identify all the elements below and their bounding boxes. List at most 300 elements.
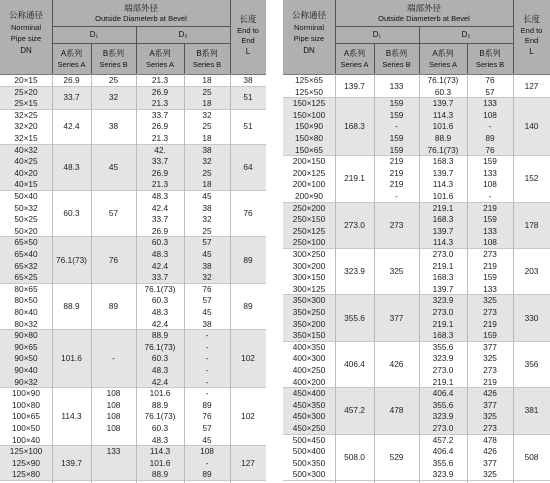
table-row bbox=[283, 97, 550, 109]
d2-series-b-cell: 45 bbox=[202, 249, 212, 259]
d2-series-a-cell: 219.1 bbox=[432, 318, 454, 329]
d2-series-a-cell: 33.7 bbox=[151, 272, 169, 283]
dn-cell: 450×300 bbox=[292, 411, 326, 422]
header-rule bbox=[335, 43, 513, 44]
header-rule bbox=[374, 44, 375, 74]
d2-series-b-cell: 32 bbox=[202, 214, 212, 225]
d1-series-a-cell: 323.9 bbox=[344, 266, 365, 277]
d1-series-b-cell: 219 bbox=[389, 156, 404, 167]
dn-cell: 400×350 bbox=[292, 341, 326, 352]
d2-series-a-cell: 273.0 bbox=[432, 365, 454, 375]
length-header-code: L bbox=[529, 47, 534, 56]
d2-series-a-cell: 101.6 bbox=[149, 388, 171, 399]
dn-cell: 90×32 bbox=[14, 376, 38, 387]
header-rule bbox=[335, 0, 336, 74]
d2-series-b-cell: 273 bbox=[483, 249, 497, 259]
d1-series-b-cell: 426 bbox=[389, 359, 404, 369]
d2-series-b-cell: 108 bbox=[200, 446, 214, 457]
column-rule bbox=[136, 74, 137, 483]
dn-header-code: DN bbox=[303, 46, 315, 55]
d2-series-a-cell: 168.3 bbox=[432, 330, 454, 341]
d2-series-b-cell: 38 bbox=[202, 318, 212, 329]
d2-series-a-cell: 60.3 bbox=[151, 295, 169, 306]
length-header-cn: 长度 bbox=[522, 14, 540, 24]
d2-series-a-cell: 219.1 bbox=[432, 202, 454, 213]
dn-cell: 125×90 bbox=[12, 457, 40, 468]
group-rule bbox=[283, 341, 550, 342]
dn-cell: 125×100 bbox=[9, 446, 43, 457]
header-rule bbox=[184, 44, 185, 74]
d1-series-b-cell: - bbox=[112, 353, 115, 364]
length-cell: 76 bbox=[243, 208, 253, 219]
d1-series-b-cell: 219 bbox=[389, 179, 404, 190]
table-row bbox=[283, 144, 550, 156]
table-row bbox=[0, 468, 266, 480]
table-row bbox=[0, 132, 266, 144]
d2-series-b-cell: 25 bbox=[202, 167, 212, 178]
d2-series-b-cell: 325 bbox=[483, 295, 497, 306]
header-rule bbox=[513, 0, 514, 74]
series-a-header-en: Series A bbox=[57, 60, 86, 69]
table-row bbox=[283, 120, 550, 132]
dn-header-en: Norminal bbox=[10, 23, 41, 32]
length-cell: 89 bbox=[243, 254, 253, 265]
dn-header-en: Pipe size bbox=[293, 34, 325, 43]
d2-series-b-cell: 45 bbox=[202, 191, 212, 201]
d2-series-b-cell: 133 bbox=[483, 167, 497, 178]
dn-cell: 150×65 bbox=[295, 144, 323, 155]
table-row bbox=[283, 109, 550, 121]
series-a-header-en: Series A bbox=[146, 60, 174, 69]
d2-series-b-cell: 219 bbox=[483, 202, 497, 213]
d2-series-a-cell: 60.3 bbox=[434, 86, 452, 97]
d2-series-b-cell: - bbox=[488, 121, 492, 132]
dn-cell: 100×40 bbox=[12, 434, 40, 445]
d2-series-b-cell: 38 bbox=[202, 260, 212, 271]
d1-series-a-cell: 139.7 bbox=[344, 80, 365, 91]
table-row bbox=[0, 283, 266, 295]
d2-series-a-cell: 114.3 bbox=[432, 237, 454, 248]
d2-series-a-cell: 168.3 bbox=[432, 156, 454, 167]
d2-series-a-cell: 48.3 bbox=[151, 191, 169, 201]
d2-series-a-cell: 355.6 bbox=[432, 399, 454, 410]
d2-series-a-cell: 88.9 bbox=[434, 133, 452, 143]
d2-series-b-cell: 219 bbox=[483, 318, 497, 329]
d2-series-b-cell: 133 bbox=[483, 98, 497, 109]
d2-series-a-cell: 33.7 bbox=[151, 214, 169, 225]
dn-cell: 450×250 bbox=[292, 423, 326, 433]
d2-series-b-cell: 32 bbox=[202, 109, 212, 120]
d2-series-b-cell: 108 bbox=[483, 109, 497, 120]
d2-series-b-cell: 159 bbox=[483, 272, 497, 283]
table-row bbox=[0, 387, 266, 399]
length-cell: 89 bbox=[243, 301, 253, 311]
d1-series-b-cell: 478 bbox=[389, 405, 404, 416]
table-row bbox=[0, 376, 266, 388]
d2-series-b-cell: 76 bbox=[485, 144, 495, 155]
table-row bbox=[283, 376, 550, 388]
length-header-en: End to bbox=[237, 26, 259, 35]
column-rule bbox=[335, 74, 336, 483]
length-cell: 508 bbox=[524, 451, 539, 462]
dn-header-en: Pipe size bbox=[10, 34, 42, 43]
table-row bbox=[0, 225, 266, 237]
table-row bbox=[283, 202, 550, 214]
d2-series-a-cell: 76.1(73) bbox=[427, 75, 459, 85]
d2-series-a-cell: 26.9 bbox=[151, 121, 169, 132]
series-b-header-en: Series B bbox=[475, 60, 505, 69]
length-cell: 51 bbox=[243, 121, 253, 132]
d2-series-a-cell: 168.3 bbox=[432, 272, 454, 283]
table-row bbox=[0, 271, 266, 283]
d2-series-b-cell: 219 bbox=[483, 260, 497, 271]
dn-cell: 200×150 bbox=[292, 156, 326, 167]
series-b-header-en: Series B bbox=[192, 60, 222, 69]
group-rule bbox=[283, 248, 550, 249]
d1-header: D₁ bbox=[89, 30, 99, 39]
column-rule bbox=[52, 74, 53, 483]
d2-series-a-cell: 101.6 bbox=[149, 457, 171, 468]
d1-series-a-cell: 355.6 bbox=[344, 312, 365, 323]
d2-series-b-cell: - bbox=[205, 365, 209, 375]
dn-cell: 90×80 bbox=[14, 330, 38, 341]
d2-series-a-cell: 33.7 bbox=[151, 156, 169, 167]
dn-cell: 80×40 bbox=[14, 307, 38, 317]
d2-series-a-cell: 323.9 bbox=[432, 353, 454, 364]
header-rule bbox=[419, 27, 420, 74]
d1-series-b-cell: - bbox=[395, 191, 398, 201]
dn-cell: 100×50 bbox=[12, 423, 40, 433]
d1-series-a-cell: 114.3 bbox=[61, 411, 82, 422]
series-a-header-en: Series A bbox=[429, 60, 457, 69]
dn-cell: 450×400 bbox=[292, 388, 326, 399]
table-body bbox=[283, 74, 550, 483]
d2-series-b-cell: 478 bbox=[483, 434, 497, 445]
d2-series-a-cell: 101.6 bbox=[432, 191, 454, 201]
d1-series-a-cell: 168.3 bbox=[344, 121, 365, 132]
group-rule bbox=[0, 109, 266, 110]
series-a-header-cn: A系列 bbox=[149, 49, 171, 58]
column-rule bbox=[184, 74, 185, 483]
d2-series-a-cell: 323.9 bbox=[432, 411, 454, 422]
d1-series-a-cell: 76.1(73) bbox=[56, 254, 87, 265]
d2-series-a-cell: 219.1 bbox=[432, 260, 454, 271]
length-cell: 102 bbox=[241, 353, 255, 364]
length-cell: 330 bbox=[524, 312, 539, 323]
dn-cell: 150×125 bbox=[292, 98, 326, 109]
table-row bbox=[0, 236, 266, 248]
series-a-header-cn: A系列 bbox=[60, 49, 83, 58]
group-rule bbox=[283, 480, 550, 481]
d2-series-a-cell: 139.7 bbox=[432, 225, 454, 236]
dn-cell: 250×125 bbox=[292, 225, 326, 236]
dn-cell: 50×40 bbox=[14, 191, 38, 201]
d2-series-b-cell: 18 bbox=[202, 133, 212, 143]
d1-series-b-cell: - bbox=[395, 121, 398, 132]
dn-cell: 100×65 bbox=[12, 411, 40, 422]
d1-series-b-cell: 76 bbox=[108, 254, 119, 265]
length-cell: 51 bbox=[243, 92, 253, 103]
d2-series-a-cell: 60.3 bbox=[151, 353, 169, 364]
d2-series-b-cell: - bbox=[205, 457, 209, 468]
od-header-en: Outside Diameterb at Bevel bbox=[95, 14, 187, 23]
table-body bbox=[0, 74, 266, 483]
series-b-header-cn: B系列 bbox=[196, 49, 218, 58]
dn-cell: 300×125 bbox=[292, 283, 326, 294]
d1-series-a-cell: 101.6 bbox=[61, 353, 82, 364]
dn-cell: 500×450 bbox=[292, 434, 326, 445]
d2-series-b-cell: 219 bbox=[483, 376, 497, 387]
column-rule bbox=[513, 74, 514, 483]
d2-series-a-cell: 26.9 bbox=[151, 225, 169, 236]
d2-series-a-cell: 355.6 bbox=[432, 341, 454, 352]
d2-series-b-cell: 108 bbox=[483, 179, 497, 190]
d2-series-b-cell: 38 bbox=[202, 202, 212, 213]
d2-series-b-cell: - bbox=[488, 191, 492, 201]
group-rule bbox=[0, 236, 266, 237]
length-cell: 102 bbox=[241, 411, 255, 422]
table-row bbox=[0, 457, 266, 469]
column-rule bbox=[467, 74, 468, 483]
header-rule bbox=[52, 26, 230, 27]
group-rule bbox=[283, 202, 550, 203]
length-cell: 38 bbox=[243, 74, 253, 85]
length-cell: 140 bbox=[524, 121, 539, 132]
dn-cell: 400×250 bbox=[292, 365, 326, 375]
table-row bbox=[283, 341, 550, 353]
length-cell: 152 bbox=[524, 173, 539, 184]
table-row bbox=[283, 248, 550, 260]
d2-series-a-cell: 42.4 bbox=[151, 376, 169, 387]
table-row bbox=[283, 178, 550, 190]
d2-series-b-cell: 133 bbox=[483, 225, 497, 236]
length-header-cn: 长度 bbox=[239, 14, 257, 24]
d2-series-a-cell: 406.4 bbox=[432, 446, 454, 457]
d2-series-b-cell: 57 bbox=[202, 295, 212, 306]
d2-series-b-cell: 325 bbox=[483, 411, 497, 422]
table-row bbox=[283, 329, 550, 341]
d2-series-b-cell: 57 bbox=[202, 423, 212, 433]
dn-cell: 65×40 bbox=[14, 249, 38, 259]
d2-series-a-cell: 168.3 bbox=[432, 214, 454, 225]
d2-series-b-cell: 25 bbox=[202, 225, 212, 236]
table-row bbox=[283, 167, 550, 179]
dn-cell: 125×80 bbox=[12, 469, 40, 480]
d2-series-b-cell: 377 bbox=[483, 457, 497, 468]
dn-cell: 80×50 bbox=[14, 295, 38, 306]
d1-series-b-cell: 32 bbox=[108, 92, 119, 103]
group-rule bbox=[0, 144, 266, 145]
table-row bbox=[0, 329, 266, 341]
dn-header-code: DN bbox=[20, 46, 32, 55]
dn-cell: 300×150 bbox=[292, 272, 326, 283]
d2-series-a-cell: 76.1(73) bbox=[144, 283, 176, 294]
table-header bbox=[283, 0, 550, 75]
dn-cell: 400×300 bbox=[292, 353, 326, 364]
d2-series-a-cell: 21.3 bbox=[151, 133, 169, 143]
d1-series-b-cell: 25 bbox=[108, 74, 119, 85]
d1-series-b-cell: 57 bbox=[108, 208, 119, 219]
dn-cell: 32×15 bbox=[14, 133, 38, 143]
d1-series-b-cell: 273 bbox=[389, 219, 404, 230]
group-rule bbox=[0, 329, 266, 330]
header-rule bbox=[52, 43, 230, 44]
d2-series-b-cell: 25 bbox=[202, 86, 212, 97]
table-row bbox=[283, 422, 550, 434]
d2-series-b-cell: 89 bbox=[202, 469, 212, 480]
d1-series-a-cell: 88.9 bbox=[63, 301, 80, 311]
d2-series-b-cell: 133 bbox=[483, 283, 497, 294]
d2-series-a-cell: 26.9 bbox=[151, 167, 169, 178]
dn-cell: 40×20 bbox=[14, 167, 38, 178]
dn-cell: 300×200 bbox=[292, 260, 326, 271]
dn-cell: 200×125 bbox=[292, 167, 326, 178]
d2-series-a-cell: 139.7 bbox=[432, 98, 454, 109]
d2-series-b-cell: 325 bbox=[483, 469, 497, 480]
d2-series-a-cell: 139.7 bbox=[432, 283, 454, 294]
dn-cell: 300×250 bbox=[292, 249, 326, 259]
length-cell: 127 bbox=[524, 80, 539, 91]
length-header-en: End bbox=[241, 36, 255, 45]
d1-series-b-cell: 108 bbox=[106, 388, 121, 399]
od-header-cn: 端部外径 bbox=[406, 3, 441, 13]
table-row bbox=[0, 178, 266, 190]
d1-series-a-cell: 508.0 bbox=[344, 451, 365, 462]
d1-series-b-cell: 45 bbox=[108, 161, 119, 172]
table-row bbox=[0, 109, 266, 121]
d2-series-b-cell: 18 bbox=[202, 179, 212, 190]
right-table bbox=[283, 0, 550, 483]
d2-series-a-cell: 88.9 bbox=[151, 469, 169, 480]
table-header bbox=[0, 0, 266, 75]
d2-series-b-cell: 76 bbox=[202, 411, 212, 422]
dn-cell: 90×40 bbox=[14, 365, 38, 375]
dn-cell: 40×15 bbox=[14, 179, 38, 190]
table-row bbox=[283, 236, 550, 248]
d2-series-a-cell: 76.1(73) bbox=[427, 144, 459, 155]
d2-series-b-cell: 18 bbox=[202, 98, 212, 109]
d1-series-a-cell: 406.4 bbox=[344, 359, 365, 369]
group-rule bbox=[0, 86, 266, 87]
dn-cell: 90×65 bbox=[14, 341, 38, 352]
length-cell: 178 bbox=[524, 219, 539, 230]
dn-cell: 40×32 bbox=[14, 144, 38, 155]
d1-series-b-cell: 325 bbox=[389, 266, 404, 277]
d2-series-a-cell: 114.3 bbox=[432, 179, 454, 190]
column-rule bbox=[419, 74, 420, 483]
d2-series-a-cell: 48.3 bbox=[151, 434, 169, 445]
dn-cell: 150×90 bbox=[295, 121, 323, 132]
d2-series-b-cell: 57 bbox=[202, 237, 212, 248]
d1-header: D₁ bbox=[372, 30, 382, 39]
d2-series-b-cell: 57 bbox=[485, 86, 495, 97]
series-b-header-cn: B系列 bbox=[385, 49, 408, 58]
d1-series-b-cell: 133 bbox=[106, 446, 121, 457]
dn-cell: 450×350 bbox=[292, 399, 326, 410]
dn-cell: 40×25 bbox=[14, 156, 38, 167]
d2-series-a-cell: 76.1(73) bbox=[144, 411, 176, 422]
d2-series-b-cell: 159 bbox=[483, 330, 497, 341]
series-a-header-cn: A系列 bbox=[432, 49, 454, 58]
dn-cell: 25×15 bbox=[14, 98, 38, 109]
dn-cell: 80×32 bbox=[14, 318, 38, 329]
d2-series-a-cell: 60.3 bbox=[151, 237, 169, 248]
od-header-cn: 端部外径 bbox=[123, 3, 158, 13]
dn-cell: 50×20 bbox=[14, 225, 38, 236]
d2-series-a-cell: 219.1 bbox=[432, 376, 454, 387]
length-cell: 356 bbox=[524, 359, 539, 369]
dn-cell: 32×25 bbox=[14, 109, 38, 120]
table-row bbox=[0, 341, 266, 353]
group-rule bbox=[0, 445, 266, 446]
d2-series-a-cell: 406.4 bbox=[432, 388, 454, 399]
d2-series-a-cell: 21.3 bbox=[151, 98, 169, 109]
d2-series-a-cell: 21.3 bbox=[151, 179, 169, 190]
dn-cell: 65×32 bbox=[14, 260, 38, 271]
d2-series-a-cell: 48.3 bbox=[151, 365, 169, 375]
d2-series-b-cell: 89 bbox=[202, 399, 212, 410]
table-row bbox=[0, 364, 266, 376]
d2-series-a-cell: 114.3 bbox=[432, 109, 454, 120]
d2-series-a-cell: 26.9 bbox=[151, 86, 169, 97]
dn-cell: 400×200 bbox=[292, 376, 326, 387]
d2-series-b-cell: 377 bbox=[483, 341, 497, 352]
column-rule bbox=[230, 74, 231, 483]
series-b-header-en: Series B bbox=[99, 60, 128, 69]
d2-series-b-cell: 159 bbox=[483, 156, 497, 167]
d1-series-b-cell: 377 bbox=[389, 312, 404, 323]
dn-cell: 250×200 bbox=[292, 202, 326, 213]
d2-series-b-cell: 426 bbox=[483, 446, 497, 457]
d2-series-a-cell: 88.9 bbox=[151, 330, 169, 341]
d2-series-b-cell: 25 bbox=[202, 121, 212, 132]
d2-series-b-cell: 45 bbox=[202, 434, 212, 445]
d2-series-b-cell: 76 bbox=[202, 283, 212, 294]
od-header-en: Outside Diameterb at Bevel bbox=[378, 14, 470, 23]
table-gutter bbox=[266, 0, 283, 483]
table-row bbox=[283, 294, 550, 306]
d1-series-a-cell: 26.9 bbox=[63, 74, 80, 85]
table-row bbox=[283, 387, 550, 399]
dn-cell: 500×400 bbox=[292, 446, 326, 457]
table-row bbox=[0, 445, 266, 457]
d2-series-a-cell: 42.4 bbox=[151, 202, 169, 213]
series-a-header-en: Series A bbox=[340, 60, 369, 69]
length-header-en: End bbox=[524, 36, 539, 45]
dn-cell: 90×50 bbox=[14, 353, 38, 364]
d1-series-a-cell: 273.0 bbox=[344, 219, 365, 230]
d2-series-b-cell: - bbox=[205, 341, 209, 352]
table-row bbox=[0, 144, 266, 156]
length-cell: 64 bbox=[243, 161, 253, 172]
dn-cell: 65×25 bbox=[14, 272, 38, 283]
d2-series-a-cell: 323.9 bbox=[432, 295, 454, 306]
table-row bbox=[0, 190, 266, 202]
d2-series-b-cell: 108 bbox=[483, 237, 497, 248]
table-row bbox=[0, 422, 266, 434]
d1-series-a-cell: 42.4 bbox=[63, 121, 80, 132]
d1-series-a-cell: 48.3 bbox=[63, 161, 80, 172]
table-row bbox=[0, 434, 266, 446]
table-row bbox=[0, 318, 266, 330]
d2-series-a-cell: 42. bbox=[154, 144, 166, 155]
series-b-header-en: Series B bbox=[382, 60, 411, 69]
d2-series-a-cell: 48.3 bbox=[151, 249, 169, 259]
d2-series-a-cell: 273.0 bbox=[432, 423, 454, 433]
d2-series-b-cell: - bbox=[205, 353, 209, 364]
header-rule bbox=[52, 0, 53, 74]
table-row bbox=[283, 132, 550, 144]
